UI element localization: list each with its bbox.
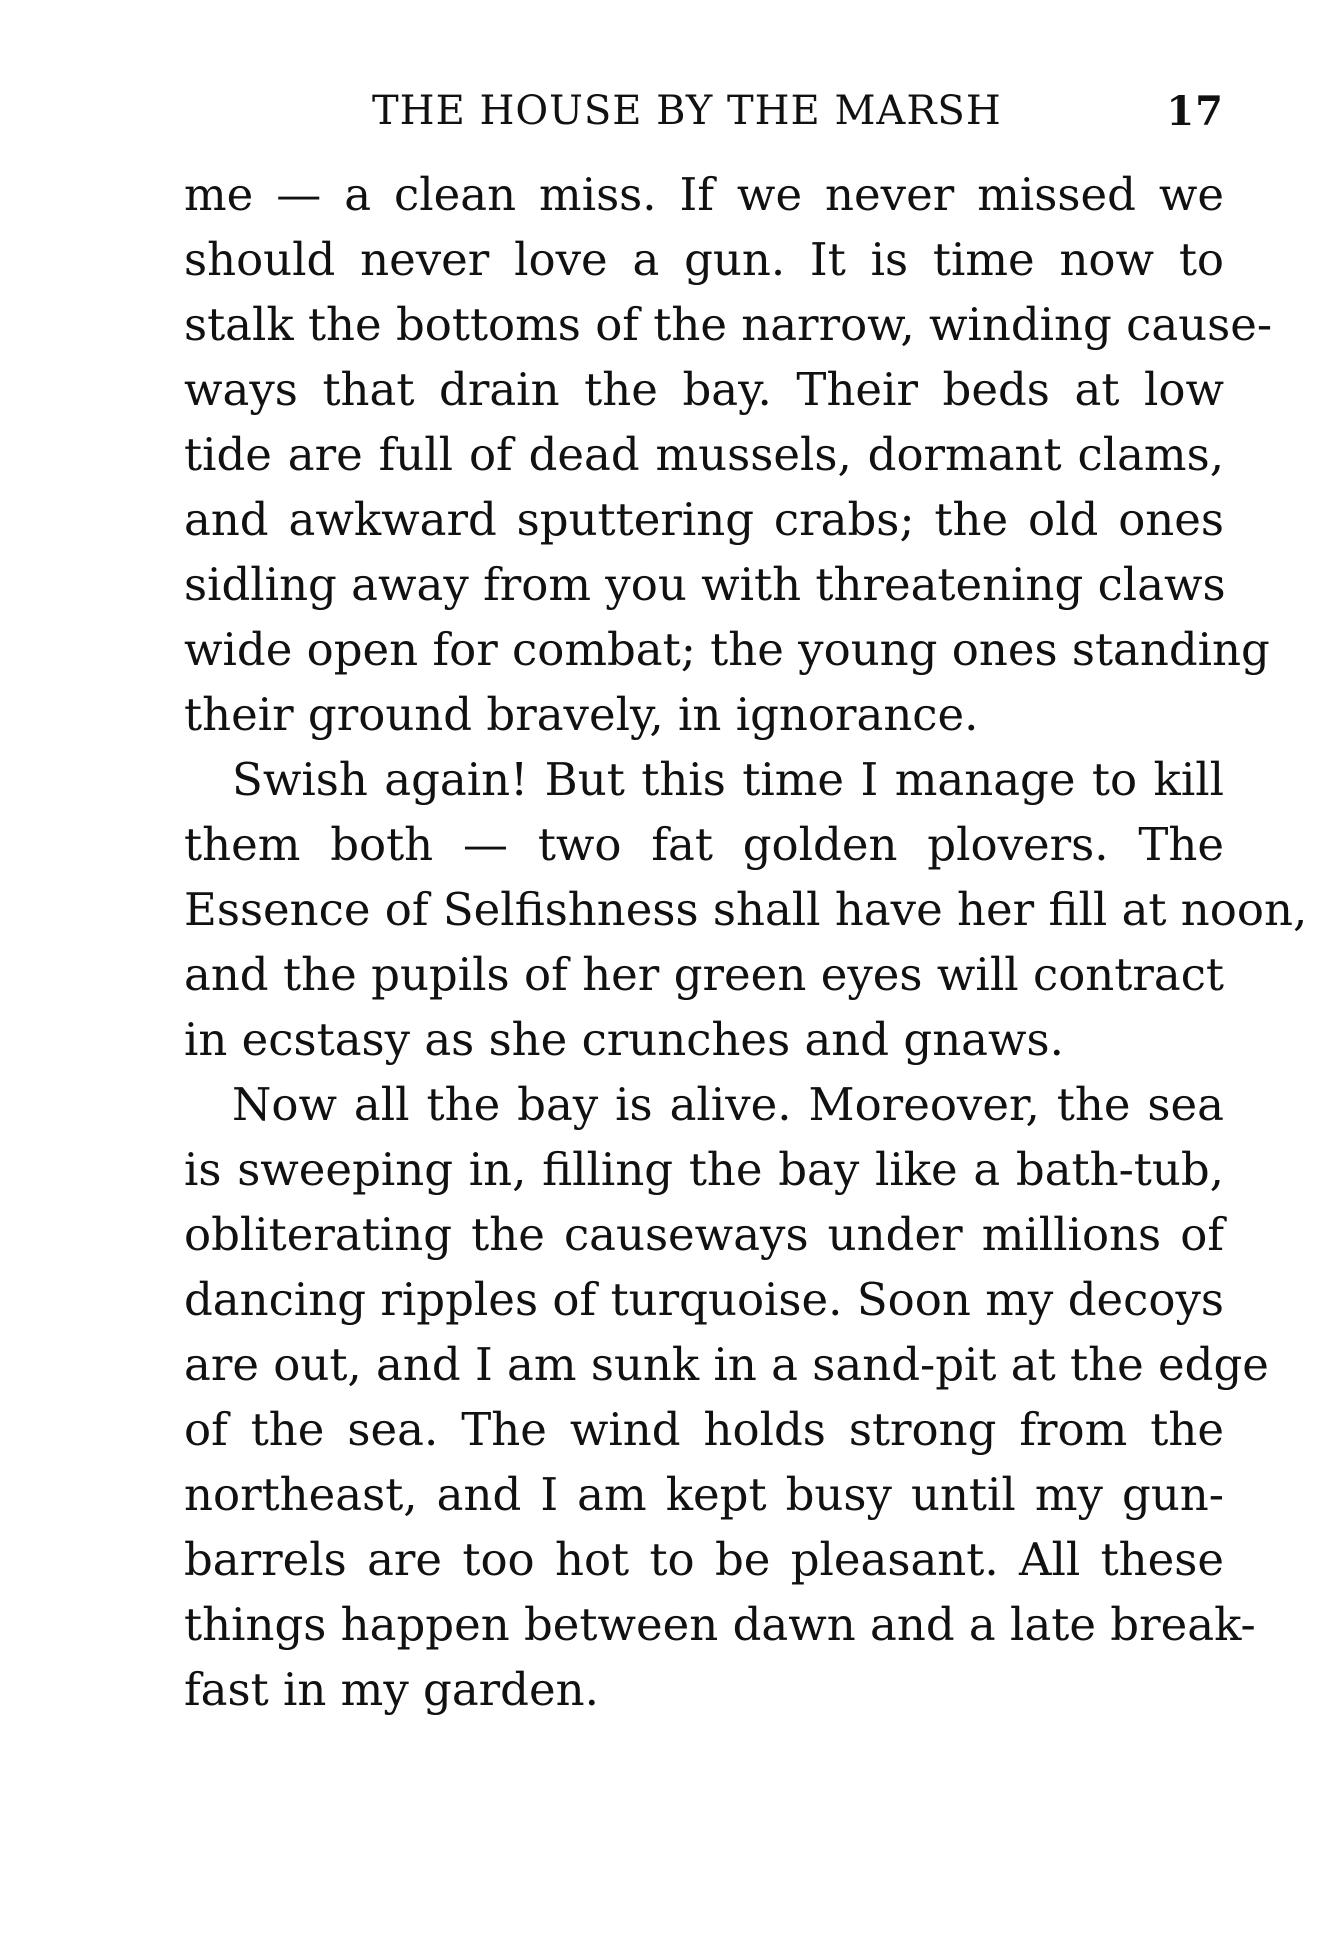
text-line: obliterating the causeways under millions of [184, 1208, 1224, 1261]
text-line: are out, and I am sunk in a sand-pit at the edge [184, 1338, 1269, 1391]
text-line: them both — two fat golden plovers. The [184, 818, 1224, 871]
text-line: tide are full of dead mussels, dormant clams, [184, 428, 1224, 481]
text-line: wide open for combat; the young ones standing [184, 623, 1270, 676]
body-text [184, 162, 1308, 1722]
paragraph-first-line: Swish again! But this time I manage to kill [232, 753, 1224, 806]
text-line: dancing ripples of turquoise. Soon my decoys [184, 1273, 1224, 1326]
text-line: Essence of Selfishness shall have her fill at noon, [184, 883, 1308, 936]
text-line: in ecstasy as she crunches and gnaws. [184, 1013, 1064, 1066]
text-line: fast in my garden. [184, 1663, 599, 1716]
running-head [184, 88, 1224, 138]
text-line: and awkward sputtering crabs; the old ones [184, 493, 1224, 546]
text-line: stalk the bottoms of the narrow, winding cause- [184, 298, 1273, 351]
text-line: of the sea. The wind holds strong from the [184, 1403, 1224, 1456]
text-line: sidling away from you with threatening claws [184, 558, 1226, 611]
text-line: their ground bravely, in ignorance. [184, 688, 979, 741]
paragraph-first-line: Now all the bay is alive. Moreover, the sea [232, 1078, 1224, 1131]
text-line: barrels are too hot to be pleasant. All these [184, 1533, 1224, 1586]
page-number: 17 [1166, 88, 1224, 135]
text-line: should never love a gun. It is time now to [184, 233, 1224, 286]
text-line: me — a clean miss. If we never missed we [184, 168, 1224, 221]
text-line: ways that drain the bay. Their beds at low [184, 363, 1224, 416]
text-line: northeast, and I am kept busy until my gun- [184, 1468, 1224, 1521]
text-line: and the pupils of her green eyes will contract [184, 948, 1224, 1001]
text-line: is sweeping in, filling the bay like a bath-tub, [184, 1143, 1224, 1196]
text-line: things happen between dawn and a late break- [184, 1598, 1256, 1651]
running-title: THE HOUSE BY THE MARSH [372, 88, 1002, 134]
